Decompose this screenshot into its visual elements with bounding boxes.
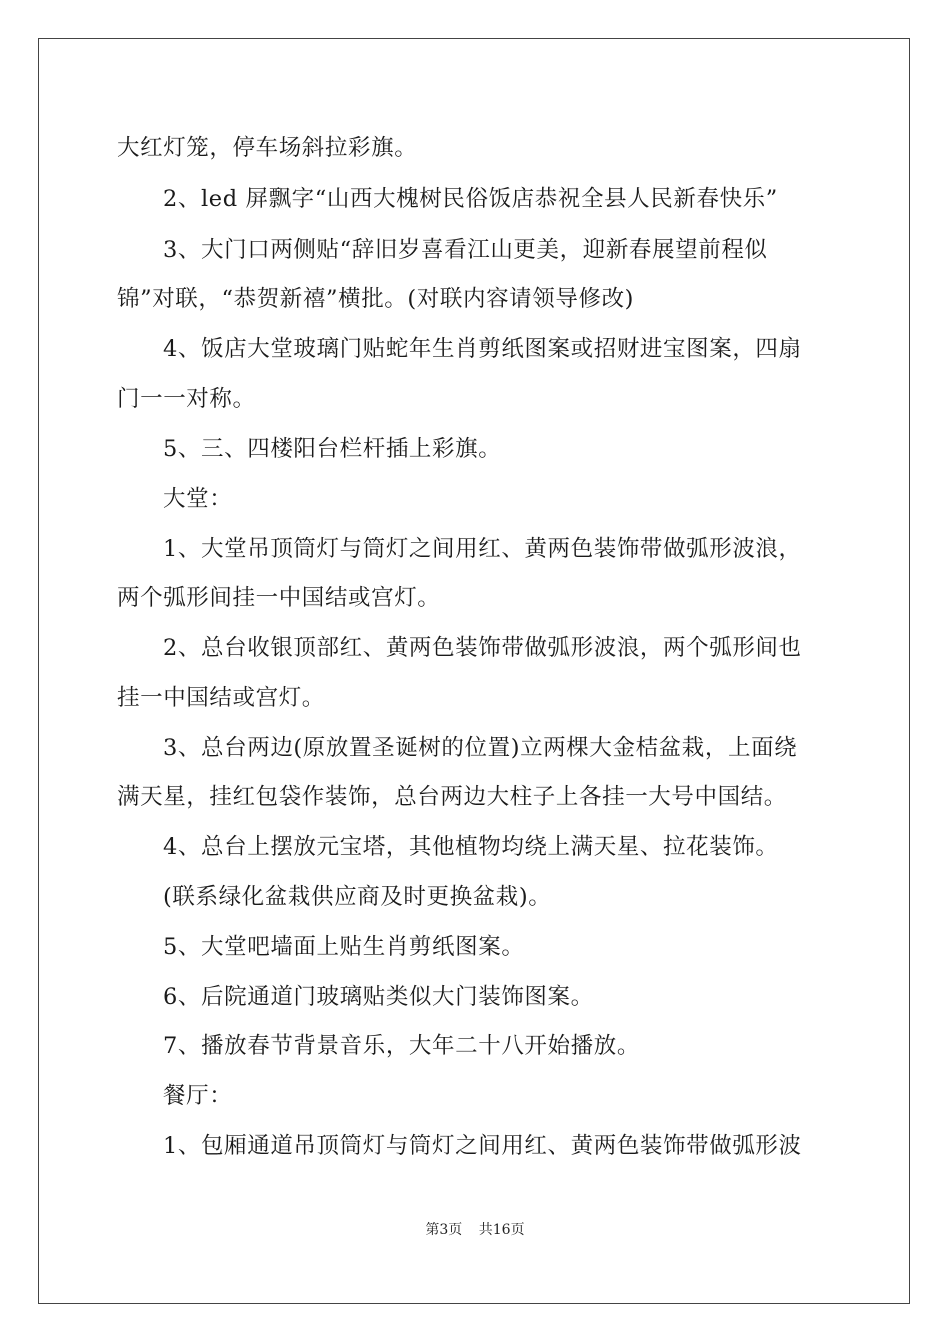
paragraph-line: 1、包厢通道吊顶筒灯与筒灯之间用红、黄两色装饰带做弧形波 (163, 1133, 802, 1159)
section-heading: 大堂： (163, 486, 233, 512)
page-footer (0, 1220, 950, 1240)
page-total: 共16页 (478, 1222, 525, 1238)
paragraph-line: 两个弧形间挂一中国结或宫灯。 (117, 585, 441, 611)
section-heading: 餐厅： (163, 1083, 233, 1109)
paragraph-line: 1、大堂吊顶筒灯与筒灯之间用红、黄两色装饰带做弧形波浪， (163, 536, 802, 562)
page-number: 第3页 (425, 1222, 463, 1238)
paragraph-line: 4、饭店大堂玻璃门贴蛇年生肖剪纸图案或招财进宝图案，四扇 (163, 336, 802, 362)
paragraph-line: 锦”对联，“恭贺新禧”横批。(对联内容请领导修改) (117, 286, 635, 312)
paragraph-line: 4、总台上摆放元宝塔，其他植物均绕上满天星、拉花装饰。 (163, 834, 779, 860)
paragraph-line: 3、总台两边(原放置圣诞树的位置)立两棵大金桔盆栽，上面绕 (163, 735, 798, 761)
paragraph-line: 大红灯笼，停车场斜拉彩旗。 (117, 135, 418, 161)
page-frame (38, 38, 910, 1304)
paragraph-line: 3、大门口两侧贴“辞旧岁喜看江山更美，迎新春展望前程似 (163, 237, 768, 263)
paragraph-line: 满天星，挂红包袋作装饰，总台两边大柱子上各挂一大号中国结。 (117, 784, 787, 810)
paragraph-line: 5、大堂吧墙面上贴生肖剪纸图案。 (163, 934, 525, 960)
paragraph-line: 6、后院通道门玻璃贴类似大门装饰图案。 (163, 984, 594, 1010)
paragraph-line: 挂一中国结或宫灯。 (117, 685, 325, 711)
paragraph-line: (联系绿化盆栽供应商及时更换盆栽)。 (163, 884, 552, 910)
paragraph-line: 门一一对称。 (117, 386, 256, 412)
paragraph-line: 2、led 屏飘字“山西大槐树民俗饭店恭祝全县人民新春快乐” (163, 186, 778, 212)
paragraph-line: 5、三、四楼阳台栏杆插上彩旗。 (163, 436, 502, 462)
paragraph-line: 7、播放春节背景音乐，大年二十八开始播放。 (163, 1033, 640, 1059)
paragraph-line: 2、总台收银顶部红、黄两色装饰带做弧形波浪，两个弧形间也 (163, 635, 802, 661)
